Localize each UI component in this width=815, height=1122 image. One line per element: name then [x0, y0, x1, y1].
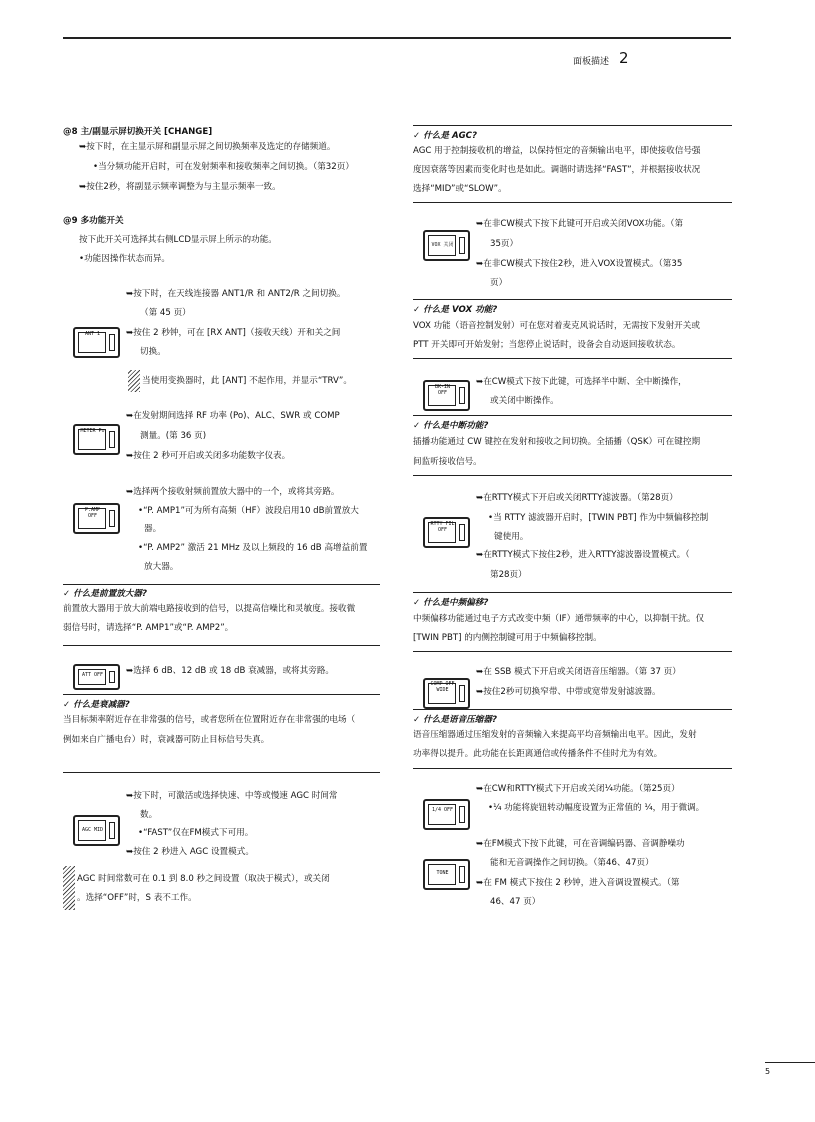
divider	[413, 592, 732, 593]
meter-b1-cont: 测量。(第 36 页)	[140, 431, 207, 441]
meter-b2: ➥按住 2 秒可开启或关闭多功能数字仪表。	[126, 451, 291, 461]
bkin-b1-cont: 或关闭中断操作。	[490, 396, 559, 406]
note-hatch-icon	[63, 866, 75, 910]
ant-b2: ➥按住 2 秒钟，可在 [RX ANT]（接收天线）开和关之间	[126, 328, 341, 338]
agc-info-l3: 选择“MID”或“SLOW”。	[413, 184, 507, 194]
meter-key-label: METER Po	[80, 428, 105, 434]
divider	[63, 645, 380, 646]
pamp-s2: •“P. AMP2” 激活 21 MHz 及以上频段的 16 dB 高增益前置	[138, 543, 368, 553]
quarter-b1-sub: •¹⁄₄ 功能将旋钮转动幅度设置为正常值的 ¹⁄₄，用于微调。	[488, 803, 705, 813]
att-b1: ➥选择 6 dB、12 dB 或 18 dB 衰减器，或将其旁路。	[126, 666, 335, 676]
change-b1-sub: •当分频功能开启时，可在发射频率和接收频率之间切换。（第32页）	[93, 162, 354, 172]
multi-note: •功能因操作状态而异。	[79, 254, 171, 264]
pamp-key-illustration	[73, 503, 120, 534]
comp-info-l2: 功率得以提升。此功能在长距离通信或传播条件不佳时尤为有效。	[413, 749, 663, 759]
meter-b1: ➥在发射期间选择 RF 功率 (Po)、ALC、SWR 或 COMP	[126, 411, 340, 421]
bkin-info-l2: 间监听接收信号。	[413, 457, 482, 467]
divider	[63, 584, 380, 585]
divider	[413, 358, 732, 359]
if-info-heading: ✓ 什么是中频偏移?	[413, 598, 489, 608]
pamp-b1: ➥选择两个接收射频前置放大器中的一个，或将其旁路。	[126, 487, 340, 497]
meter-key-illustration	[73, 424, 120, 455]
rtty-key-label: RTTY FIL OFF	[430, 521, 455, 533]
pamp-s1-cont: 器。	[144, 524, 162, 534]
divider	[413, 709, 732, 710]
vox-key-label: VOX 关闭	[431, 242, 454, 248]
ant-note: 当使用变换器时，此 [ANT] 不起作用，并显示“TRV”。	[142, 376, 352, 386]
rtty-b2-cont: 第28页）	[490, 570, 527, 580]
agc-key-illustration	[73, 815, 120, 846]
quarter-key-illustration	[423, 799, 470, 830]
vox-info-l2: PTT 开关即可开始发射；当您停止说话时，设备会自动返回接收状态。	[413, 340, 681, 350]
footer-rule	[765, 1062, 815, 1063]
vox-b1: ➥在非CW模式下按下此键可开启或关闭VOX功能。（第	[476, 219, 684, 229]
comp-b1: ➥在 SSB 模式下开启或关闭语音压缩器。（第 37 页）	[476, 667, 681, 677]
if-info-l2: [TWIN PBT] 的内侧控制键可用于中频偏移控制。	[413, 633, 602, 643]
agc-b1-cont: 数。	[140, 810, 158, 820]
comp-key-illustration	[423, 678, 470, 709]
agc-note-l2: 。选择“OFF”时，S 表不工作。	[77, 893, 197, 903]
comp-key-label: COMP OFF WIDE	[430, 681, 455, 693]
agc-b2: ➥按住 2 秒进入 AGC 设置模式。	[126, 847, 254, 857]
header-rule	[63, 37, 731, 39]
chapter-number: 2	[619, 49, 629, 67]
divider	[413, 299, 732, 300]
bkin-info-heading: ✓ 什么是中断功能?	[413, 421, 489, 431]
vox-info-l1: VOX 功能（语音控制发射）可在您对着麦克风说话时，无需按下发射开关或	[413, 321, 700, 331]
bkin-info-l1: 插播功能通过 CW 键控在发射和接收之间切换。全插播（QSK）可在键控期	[413, 437, 701, 447]
note-hatch-icon	[128, 370, 140, 392]
ant-b1-cont: （第 45 页）	[140, 308, 191, 318]
ant-b1: ➥按下时，在天线连接器 ANT1/R 和 ANT2/R 之间切换。	[126, 289, 346, 299]
vox-info-heading: ✓ 什么是 VOX 功能?	[413, 305, 498, 315]
rtty-b1: ➥在RTTY模式下开启或关闭RTTY滤波器。（第28页）	[476, 493, 678, 503]
multi-desc: 按下此开关可选择其右侧LCD显示屏上所示的功能。	[79, 235, 277, 245]
pamp-s1: •“P. AMP1”可为所有高频（HF）波段启用10 dB前置放大	[138, 506, 359, 516]
divider	[413, 651, 732, 652]
divider	[413, 125, 732, 126]
att-key-illustration	[73, 664, 120, 690]
preamp-info-l1: 前置放大器用于放大前端电路接收到的信号，以提高信噪比和灵敏度。接收微	[63, 604, 356, 614]
change-b2: ➥按住2秒，将副显示频率调整为与主显示频率一致。	[79, 182, 281, 192]
agc-info-l2: 度因衰落等因素而变化时也是如此。调谐时请选择“FAST”，并根据接收状况	[413, 165, 701, 175]
agc-note-l1: AGC 时间常数可在 0.1 到 8.0 秒之间设置（取决于模式），或关闭	[77, 874, 330, 884]
agc-info-l1: AGC 用于控制接收机的增益，以保持恒定的音频输出电平，即使接收信号强	[413, 146, 701, 156]
tone-key-label: TONE	[436, 870, 449, 876]
rtty-b2: ➥在RTTY模式下按住2秒，进入RTTY滤波器设置模式。（	[476, 550, 690, 560]
divider	[63, 772, 380, 773]
ant-key-illustration	[73, 327, 120, 358]
divider	[413, 202, 732, 203]
ant-key-label: ANT 1	[84, 331, 101, 337]
bkin-key-illustration	[423, 380, 470, 411]
att-info-heading: ✓ 什么是衰减器?	[63, 700, 130, 710]
agc-info-heading: ✓ 什么是 AGC?	[413, 131, 477, 141]
multi-heading: @9 多功能开关	[63, 216, 124, 226]
page-number: 5	[765, 1067, 771, 1076]
comp-b2: ➥按住2秒可切换窄带、中带或宽带发射滤波器。	[476, 687, 661, 697]
divider	[413, 415, 732, 416]
quarter-b1: ➥在CW和RTTY模式下开启或关闭¹⁄₄功能。（第25页）	[476, 784, 680, 794]
comp-info-heading: ✓ 什么是语音压缩器?	[413, 715, 497, 725]
vox-b2: ➥在非CW模式下按住2秒，进入VOX设置模式。（第35	[476, 259, 683, 269]
header-title: 面板描述	[573, 57, 610, 67]
att-info-l2: 例如来自广播电台）时，衰减器可防止目标信号失真。	[63, 735, 270, 745]
bkin-b1: ➥在CW模式下按下此键，可选择半中断、全中断操作，	[476, 377, 687, 387]
ant-b2-cont: 切换。	[140, 347, 166, 357]
comp-info-l1: 语音压缩器通过压缩发射的音频输入来提高平均音频输出电平。因此，发射	[413, 730, 697, 740]
quarter-key-label: 1/4 OFF	[431, 807, 454, 813]
vox-b1-cont: 35页）	[490, 239, 519, 249]
divider	[413, 475, 732, 476]
divider	[413, 768, 732, 769]
tone-key-illustration	[423, 859, 470, 890]
rtty-b1-sub: •当 RTTY 滤波器开启时，[TWIN PBT] 作为中频偏移控制	[488, 513, 709, 523]
att-key-label: ATT OFF	[81, 672, 104, 678]
pamp-key-label: P.AMP OFF	[84, 507, 101, 519]
att-info-l1: 当目标频率附近存在非常强的信号，或者您所在位置附近存在非常强的电场（	[63, 715, 356, 725]
vox-key-illustration	[423, 230, 470, 261]
vox-b2-cont: 页）	[490, 278, 508, 288]
change-heading: @8 主/副显示屏切换开关 [CHANGE]	[63, 127, 213, 137]
tone-b1: ➥在FM模式下按下此键，可在音调编码器、音调静噪功	[476, 839, 685, 849]
tone-b2-cont: 46、47 页）	[490, 897, 541, 907]
tone-b2: ➥在 FM 模式下按住 2 秒钟，进入音调设置模式。（第	[476, 878, 680, 888]
agc-key-label: AGC MID	[81, 827, 104, 833]
agc-b1: ➥按下时，可激活或选择快速、中等或慢速 AGC 时间常	[126, 791, 338, 801]
change-b1: ➥按下时，在主显示屏和副显示屏之间切换频率及选定的存储频道。	[79, 142, 336, 152]
if-info-l1: 中频偏移功能通过电子方式改变中频（IF）通带频率的中心，以抑制干扰。仅	[413, 614, 705, 624]
divider	[63, 694, 380, 695]
bkin-key-label: BK-IN OFF	[434, 384, 451, 396]
pamp-s2-cont: 放大器。	[144, 562, 179, 572]
agc-b1-sub: •“FAST”仅在FM模式下可用。	[138, 828, 254, 838]
preamp-info-heading: ✓ 什么是前置放大器?	[63, 589, 147, 599]
tone-b1-cont: 能和无音调操作之间切换。（第46、47页）	[490, 858, 654, 868]
preamp-info-l2: 弱信号时，请选择“P. AMP1”或“P. AMP2”。	[63, 623, 234, 633]
rtty-key-illustration	[423, 517, 470, 548]
rtty-b1-sub-cont: 键使用。	[494, 532, 529, 542]
